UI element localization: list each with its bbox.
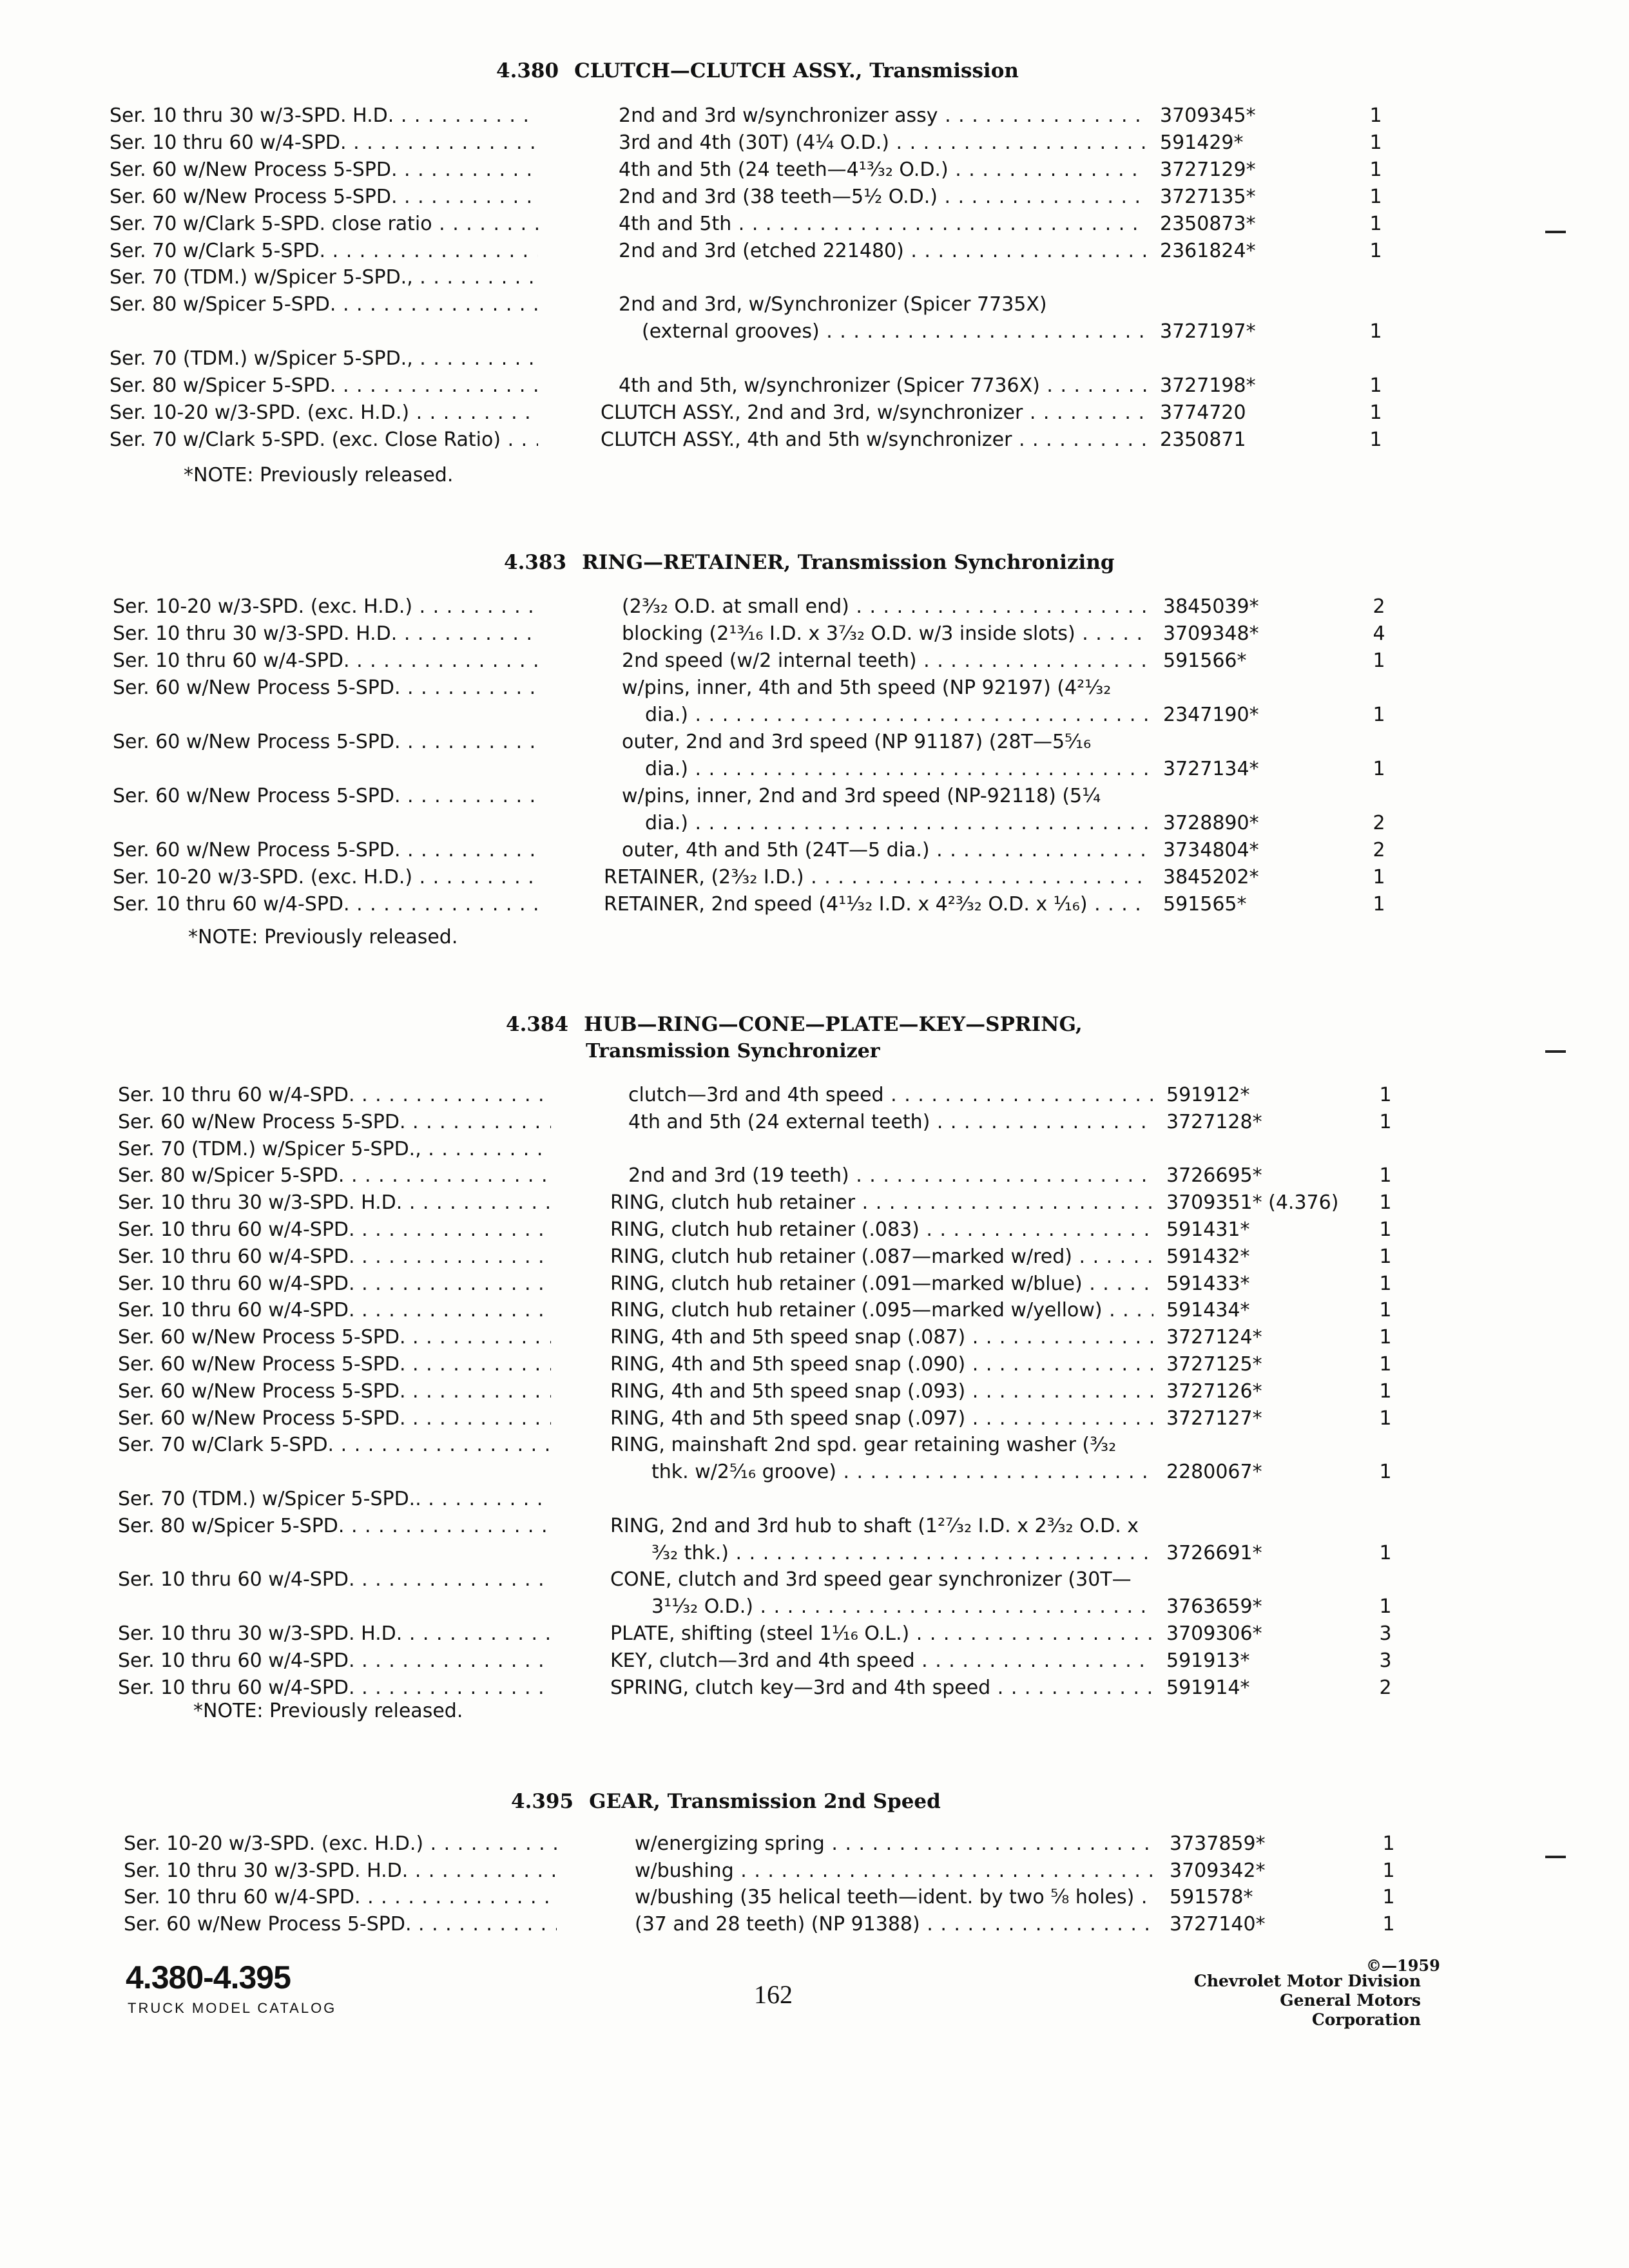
series-cell: Ser. 80 w/Spicer 5-SPD. . . .: [118, 1163, 551, 1189]
quantity-cell: 1: [1369, 131, 1382, 154]
part-number-cell: 591431*: [1166, 1218, 1250, 1241]
series-cell: Ser. 80 w/Spicer 5-SPD. . . .: [118, 1514, 551, 1539]
part-number-cell: 3727129*: [1160, 158, 1256, 181]
part-number-cell: 3734804*: [1163, 839, 1259, 861]
margin-mark: [1545, 1856, 1566, 1858]
quantity-cell: 1: [1369, 212, 1382, 235]
quantity-cell: 1: [1373, 704, 1385, 726]
section-number: 4.395: [511, 1790, 574, 1813]
table-row: [0, 1648, 1629, 1674]
description-cell: dia.) . . .: [645, 702, 1150, 728]
quantity-cell: 1: [1379, 1461, 1392, 1484]
description-cell: RING, 4th and 5th speed snap (.097) . . .: [610, 1406, 1153, 1432]
description-cell: RETAINER, 2nd speed (4¹¹⁄₃₂ I.D. x 4²³⁄₃₂ O.D. x ⅟₁₆) . . .: [604, 892, 1150, 918]
quantity-cell: 1: [1382, 1912, 1395, 1936]
description-cell: 4th and 5th . . .: [619, 211, 1147, 237]
part-number-cell: 2347190*: [1163, 704, 1259, 726]
part-number-cell: 3845202*: [1163, 866, 1259, 889]
series-cell: Ser. 60 w/New Process 5-SPD. . . .: [118, 1379, 551, 1405]
table-row: [0, 1217, 1629, 1243]
table-row: [0, 1325, 1629, 1350]
table-row: [0, 1486, 1629, 1512]
table-row: [0, 1379, 1629, 1405]
description-cell: RING, clutch hub retainer . . .: [610, 1190, 1153, 1216]
part-number-cell: 2361824*: [1160, 239, 1256, 262]
description-cell: RING, 4th and 5th speed snap (.087) . . .: [610, 1325, 1153, 1350]
quantity-cell: 1: [1369, 239, 1382, 262]
table-row: [0, 211, 1629, 237]
part-number-cell: 3709351* (4.376): [1166, 1191, 1339, 1215]
table-row: [0, 1621, 1629, 1647]
series-cell: Ser. 10 thru 60 w/4-SPD. . . .: [118, 1648, 551, 1674]
quantity-cell: 1: [1379, 1326, 1392, 1349]
series-cell: Ser. 10 thru 60 w/4-SPD. . . .: [118, 1244, 551, 1270]
series-cell: Ser. 70 w/Clark 5-SPD. . . .: [118, 1432, 551, 1458]
series-cell: Ser. 80 w/Spicer 5-SPD. . . .: [110, 373, 538, 399]
part-number-cell: 3727140*: [1170, 1912, 1266, 1936]
quantity-cell: 3: [1379, 1649, 1392, 1672]
quantity-cell: 1: [1369, 428, 1382, 451]
table-row: [0, 373, 1629, 399]
series-cell: Ser. 60 w/New Process 5-SPD. . . .: [113, 675, 541, 701]
part-number-cell: 591566*: [1163, 649, 1247, 672]
part-number-cell: 2280067*: [1166, 1461, 1262, 1484]
series-cell: Ser. 10 thru 60 w/4-SPD. . . .: [118, 1217, 551, 1243]
part-number-cell: 3727124*: [1166, 1326, 1262, 1349]
table-row: [0, 811, 1629, 836]
quantity-cell: 2: [1379, 1676, 1392, 1699]
quantity-cell: 1: [1379, 1245, 1392, 1268]
series-cell: Ser. 70 (TDM.) w/Spicer 5-SPD., . . .: [110, 265, 538, 291]
quantity-cell: 1: [1373, 758, 1385, 780]
description-cell: w/bushing . . .: [635, 1858, 1157, 1884]
table-row: [0, 1298, 1629, 1323]
table-row: [0, 1244, 1629, 1270]
series-cell: Ser. 60 w/New Process 5-SPD. . . .: [124, 1912, 557, 1937]
table-row: [0, 729, 1629, 755]
section-number: 4.380: [496, 59, 559, 82]
table-row: [0, 1541, 1629, 1566]
description-cell: 2nd and 3rd, w/Synchronizer (Spicer 7735X): [619, 293, 1047, 316]
quantity-cell: 1: [1373, 893, 1385, 916]
series-cell: Ser. 60 w/New Process 5-SPD. . . .: [118, 1110, 551, 1135]
publisher-corporation: General Motors Corporation: [1280, 1991, 1421, 2029]
section-note-4380: *NOTE: Previously released.: [184, 464, 454, 486]
table-row: [0, 400, 1629, 426]
table-row: [0, 1406, 1629, 1432]
series-cell: Ser. 10 thru 30 w/3-SPD. H.D. . . .: [118, 1621, 551, 1647]
series-cell: Ser. 60 w/New Process 5-SPD. . . .: [110, 184, 538, 210]
description-cell: w/pins, inner, 4th and 5th speed (NP 92197) (4²¹⁄₃₂: [622, 677, 1112, 699]
description-cell: w/bushing (35 helical teeth—ident. by two ⅝ holes) . . .: [635, 1885, 1157, 1910]
series-cell: Ser. 60 w/New Process 5-SPD. . . .: [118, 1406, 551, 1432]
part-number-cell: 591914*: [1166, 1676, 1250, 1699]
table-row: [0, 265, 1629, 291]
description-cell: RETAINER, (2³⁄₃₂ I.D.) . . .: [604, 865, 1150, 890]
quantity-cell: 1: [1382, 1832, 1395, 1855]
description-cell: 3rd and 4th (30T) (4¼ O.D.) . . .: [619, 130, 1147, 156]
part-number-cell: 3727128*: [1166, 1110, 1262, 1133]
description-cell: 2nd and 3rd (etched 221480) . . .: [619, 238, 1147, 264]
quantity-cell: 1: [1379, 1299, 1392, 1322]
table-row: [0, 1594, 1629, 1620]
part-number-cell: 591434*: [1166, 1299, 1250, 1322]
part-number-cell: 3763659*: [1166, 1595, 1262, 1619]
description-cell: 2nd speed (w/2 internal teeth) . . .: [622, 648, 1150, 674]
part-number-cell: 2350873*: [1160, 212, 1256, 235]
series-cell: Ser. 70 w/Clark 5-SPD. close ratio . . .: [110, 211, 538, 237]
quantity-cell: 1: [1369, 185, 1382, 208]
series-cell: Ser. 10 thru 60 w/4-SPD. . . .: [118, 1675, 551, 1701]
description-cell: ³⁄₃₂ thk.) . . .: [651, 1541, 1153, 1566]
series-cell: Ser. 70 w/Clark 5-SPD. . . .: [110, 238, 538, 264]
publisher: [1189, 1972, 1421, 2030]
table-row: [0, 675, 1629, 701]
table-row: [0, 238, 1629, 264]
section-note-4383: *NOTE: Previously released.: [188, 926, 458, 948]
part-number-cell: 3727134*: [1163, 758, 1259, 780]
publisher-division: Chevrolet Motor Division: [1193, 1972, 1421, 1990]
series-cell: Ser. 10 thru 60 w/4-SPD. . . .: [110, 130, 538, 156]
series-cell: Ser. 10 thru 60 w/4-SPD. . . .: [124, 1885, 557, 1910]
table-row: [0, 1567, 1629, 1593]
section-heading: RING—RETAINER, Transmission Synchronizing: [582, 551, 1115, 574]
table-row: [0, 702, 1629, 728]
series-cell: Ser. 70 w/Clark 5-SPD. (exc. Close Ratio) . . .: [110, 427, 538, 453]
part-number-cell: 3709345*: [1160, 104, 1256, 127]
description-cell: (37 and 28 teeth) (NP 91388) . . .: [635, 1912, 1157, 1937]
table-row: [0, 1675, 1629, 1701]
margin-mark: [1545, 231, 1566, 233]
series-cell: Ser. 70 (TDM.) w/Spicer 5-SPD., . . .: [110, 346, 538, 372]
description-cell: dia.) . . .: [645, 756, 1150, 782]
table-row: [0, 621, 1629, 647]
quantity-cell: 4: [1373, 622, 1385, 645]
part-number-cell: 3727198*: [1160, 374, 1256, 397]
description-cell: (external grooves) . . .: [642, 319, 1147, 345]
part-number-cell: 3726695*: [1166, 1164, 1262, 1187]
part-number-cell: 3727125*: [1166, 1353, 1262, 1376]
part-number-cell: 3727127*: [1166, 1407, 1262, 1430]
table-row: [0, 1110, 1629, 1135]
quantity-cell: 1: [1382, 1859, 1395, 1882]
series-cell: Ser. 10 thru 30 w/3-SPD. H.D. . . .: [124, 1858, 557, 1884]
description-cell: RING, 2nd and 3rd hub to shaft (1²⁷⁄₃₂ I.D. x 2³⁄₃₂ O.D. x: [610, 1514, 1139, 1537]
section-title-4383: [504, 551, 1115, 574]
part-number-cell: 3737859*: [1170, 1832, 1266, 1855]
quantity-cell: 1: [1379, 1595, 1392, 1619]
quantity-cell: 3: [1379, 1622, 1392, 1645]
quantity-cell: 1: [1379, 1110, 1392, 1133]
description-cell: 4th and 5th (24 teeth—4¹³⁄₃₂ O.D.) . . .: [619, 157, 1147, 183]
description-cell: RING, clutch hub retainer (.083) . . .: [610, 1217, 1153, 1243]
description-cell: RING, mainshaft 2nd spd. gear retaining washer (³⁄₃₂: [610, 1434, 1117, 1457]
quantity-cell: 1: [1379, 1084, 1392, 1106]
description-cell: clutch—3rd and 4th speed . . .: [628, 1082, 1153, 1108]
series-cell: Ser. 60 w/New Process 5-SPD. . . .: [110, 157, 538, 183]
description-cell: SPRING, clutch key—3rd and 4th speed . . .: [610, 1675, 1153, 1701]
section-heading: HUB—RING—CONE—PLATE—KEY—SPRING,: [584, 1013, 1083, 1036]
section-title-4395: [511, 1790, 941, 1813]
series-cell: Ser. 10 thru 60 w/4-SPD. . . .: [113, 892, 541, 918]
table-row: [0, 1163, 1629, 1189]
quantity-cell: 1: [1369, 320, 1382, 343]
description-cell: RING, 4th and 5th speed snap (.093) . . .: [610, 1379, 1153, 1405]
part-number-cell: 591565*: [1163, 893, 1247, 916]
part-number-cell: 2350871: [1160, 428, 1246, 451]
part-number-cell: 3727197*: [1160, 320, 1256, 343]
table-row: [0, 103, 1629, 129]
table-row: [0, 1082, 1629, 1108]
section-heading: GEAR, Transmission 2nd Speed: [589, 1790, 941, 1813]
table-row: [0, 1352, 1629, 1378]
description-cell: outer, 2nd and 3rd speed (NP 91187) (28T—5⁵⁄₁₆: [622, 731, 1092, 753]
part-number-cell: 3774720: [1160, 401, 1246, 424]
part-number-cell: 591429*: [1160, 131, 1244, 154]
quantity-cell: 1: [1369, 158, 1382, 181]
part-number-cell: 3845039*: [1163, 595, 1259, 618]
series-cell: Ser. 60 w/New Process 5-SPD. . . .: [118, 1352, 551, 1378]
section-number: 4.384: [506, 1013, 569, 1036]
quantity-cell: 1: [1382, 1886, 1395, 1908]
series-cell: Ser. 10-20 w/3-SPD. (exc. H.D.) . . .: [124, 1831, 557, 1857]
description-cell: 4th and 5th (24 external teeth) . . .: [628, 1110, 1153, 1135]
part-number-cell: 3709342*: [1170, 1859, 1266, 1882]
description-cell: CLUTCH ASSY., 2nd and 3rd, w/synchronizer . . .: [601, 400, 1147, 426]
section-heading: CLUTCH—CLUTCH ASSY., Transmission: [574, 59, 1019, 82]
description-cell: RING, 4th and 5th speed snap (.090) . . .: [610, 1352, 1153, 1378]
series-cell: Ser. 70 (TDM.) w/Spicer 5-SPD.. . . .: [118, 1486, 551, 1512]
series-cell: Ser. 10 thru 60 w/4-SPD. . . .: [118, 1298, 551, 1323]
quantity-cell: 2: [1373, 839, 1385, 861]
margin-mark: [1545, 1050, 1566, 1053]
part-number-cell: 3728890*: [1163, 812, 1259, 834]
part-number-cell: 3709348*: [1163, 622, 1259, 645]
description-cell: (2³⁄₃₂ O.D. at small end) . . .: [622, 594, 1150, 620]
description-cell: RING, clutch hub retainer (.087—marked w/red) . . .: [610, 1244, 1153, 1270]
description-cell: KEY, clutch—3rd and 4th speed . . .: [610, 1648, 1153, 1674]
description-cell: w/pins, inner, 2nd and 3rd speed (NP-92118) (5¼: [622, 785, 1101, 807]
series-cell: Ser. 80 w/Spicer 5-SPD. . . .: [110, 292, 538, 318]
table-row: [0, 1885, 1629, 1910]
table-row: [0, 346, 1629, 372]
quantity-cell: 1: [1369, 374, 1382, 397]
quantity-cell: 1: [1373, 649, 1385, 672]
section-note-4384: *NOTE: Previously released.: [193, 1700, 463, 1722]
section-title-4380: [496, 59, 1019, 82]
description-cell: RING, clutch hub retainer (.091—marked w/blue) . . .: [610, 1271, 1153, 1297]
part-number-cell: 591432*: [1166, 1245, 1250, 1268]
table-row: [0, 1432, 1629, 1458]
quantity-cell: 1: [1369, 401, 1382, 424]
quantity-cell: 2: [1373, 812, 1385, 834]
description-cell: PLATE, shifting (steel 1¹⁄₁₆ O.L.) . . .: [610, 1621, 1153, 1647]
description-cell: CONE, clutch and 3rd speed gear synchronizer (30T—: [610, 1568, 1132, 1591]
table-row: [0, 184, 1629, 210]
quantity-cell: 2: [1373, 595, 1385, 618]
part-number-cell: 591913*: [1166, 1649, 1250, 1672]
description-cell: thk. w/2⁵⁄₁₆ groove) . . .: [651, 1459, 1153, 1485]
table-row: [0, 1912, 1629, 1937]
part-number-cell: 591433*: [1166, 1272, 1250, 1295]
series-cell: Ser. 10 thru 30 w/3-SPD. H.D. . . .: [110, 103, 538, 129]
section-subheading: Transmission Synchronizer: [586, 1040, 880, 1062]
table-row: [0, 130, 1629, 156]
description-cell: outer, 4th and 5th (24T—5 dia.) . . .: [622, 838, 1150, 863]
series-cell: Ser. 10 thru 30 w/3-SPD. H.D. . . .: [118, 1190, 551, 1216]
table-row: [0, 1831, 1629, 1857]
series-cell: Ser. 60 w/New Process 5-SPD. . . .: [113, 838, 541, 863]
series-cell: Ser. 10 thru 30 w/3-SPD. H.D. . . .: [113, 621, 541, 647]
table-row: [0, 892, 1629, 918]
description-cell: blocking (2¹³⁄₁₆ I.D. x 3⁷⁄₃₂ O.D. w/3 inside slots) . . .: [622, 621, 1150, 647]
table-row: [0, 1190, 1629, 1216]
part-number-cell: 3727135*: [1160, 185, 1256, 208]
series-cell: Ser. 70 (TDM.) w/Spicer 5-SPD., . . .: [118, 1137, 551, 1162]
description-cell: 3¹¹⁄₃₂ O.D.) . . .: [651, 1594, 1153, 1620]
copyright: ©—1959: [1366, 1956, 1440, 1975]
footer-section-range: 4.380-4.395: [126, 1959, 291, 1995]
series-cell: Ser. 10 thru 60 w/4-SPD. . . .: [118, 1567, 551, 1593]
description-cell: 2nd and 3rd (19 teeth) . . .: [628, 1163, 1153, 1189]
part-number-cell: 3727126*: [1166, 1379, 1262, 1403]
quantity-cell: 1: [1373, 866, 1385, 889]
description-cell: dia.) . . .: [645, 811, 1150, 836]
table-row: [0, 1858, 1629, 1884]
quantity-cell: 1: [1379, 1191, 1392, 1215]
quantity-cell: 1: [1379, 1353, 1392, 1376]
table-row: [0, 756, 1629, 782]
series-cell: Ser. 10-20 w/3-SPD. (exc. H.D.) . . .: [110, 400, 538, 426]
part-number-cell: 591912*: [1166, 1084, 1250, 1106]
description-cell: CLUTCH ASSY., 4th and 5th w/synchronizer . . .: [601, 427, 1147, 453]
table-row: [0, 427, 1629, 453]
series-cell: Ser. 10 thru 60 w/4-SPD. . . .: [118, 1271, 551, 1297]
description-cell: 4th and 5th, w/synchronizer (Spicer 7736X) . . .: [619, 373, 1147, 399]
quantity-cell: 1: [1379, 1541, 1392, 1564]
description-cell: 2nd and 3rd (38 teeth—5½ O.D.) . . .: [619, 184, 1147, 210]
quantity-cell: 1: [1369, 104, 1382, 127]
table-row: [0, 1137, 1629, 1162]
series-cell: Ser. 10 thru 60 w/4-SPD. . . .: [118, 1082, 551, 1108]
series-cell: Ser. 60 w/New Process 5-SPD. . . .: [118, 1325, 551, 1350]
table-row: [0, 838, 1629, 863]
description-cell: w/energizing spring . . .: [635, 1831, 1157, 1857]
section-number: 4.383: [504, 551, 567, 574]
description-cell: 2nd and 3rd w/synchronizer assy . . .: [619, 103, 1147, 129]
table-row: [0, 594, 1629, 620]
quantity-cell: 1: [1379, 1164, 1392, 1187]
table-row: [0, 1459, 1629, 1485]
description-cell: RING, clutch hub retainer (.095—marked w/yellow) . . .: [610, 1298, 1153, 1323]
table-row: [0, 783, 1629, 809]
table-row: [0, 292, 1629, 318]
part-number-cell: 3709306*: [1166, 1622, 1262, 1645]
section-title-4384: [506, 1013, 1083, 1062]
series-cell: Ser. 60 w/New Process 5-SPD. . . .: [113, 729, 541, 755]
footer-catalog-label: TRUCK MODEL CATALOG: [128, 2000, 337, 2016]
quantity-cell: 1: [1379, 1379, 1392, 1403]
table-row: [0, 648, 1629, 674]
series-cell: Ser. 10-20 w/3-SPD. (exc. H.D.) . . .: [113, 865, 541, 890]
table-row: [0, 1271, 1629, 1297]
series-cell: Ser. 10-20 w/3-SPD. (exc. H.D.) . . .: [113, 594, 541, 620]
part-number-cell: 591578*: [1170, 1886, 1253, 1908]
table-row: [0, 865, 1629, 890]
table-row: [0, 157, 1629, 183]
quantity-cell: 1: [1379, 1272, 1392, 1295]
page-number: 162: [754, 1980, 793, 2009]
quantity-cell: 1: [1379, 1218, 1392, 1241]
table-row: [0, 1514, 1629, 1539]
series-cell: Ser. 10 thru 60 w/4-SPD. . . .: [113, 648, 541, 674]
part-number-cell: 3726691*: [1166, 1541, 1262, 1564]
quantity-cell: 1: [1379, 1407, 1392, 1430]
table-row: [0, 319, 1629, 345]
series-cell: Ser. 60 w/New Process 5-SPD. . . .: [113, 783, 541, 809]
